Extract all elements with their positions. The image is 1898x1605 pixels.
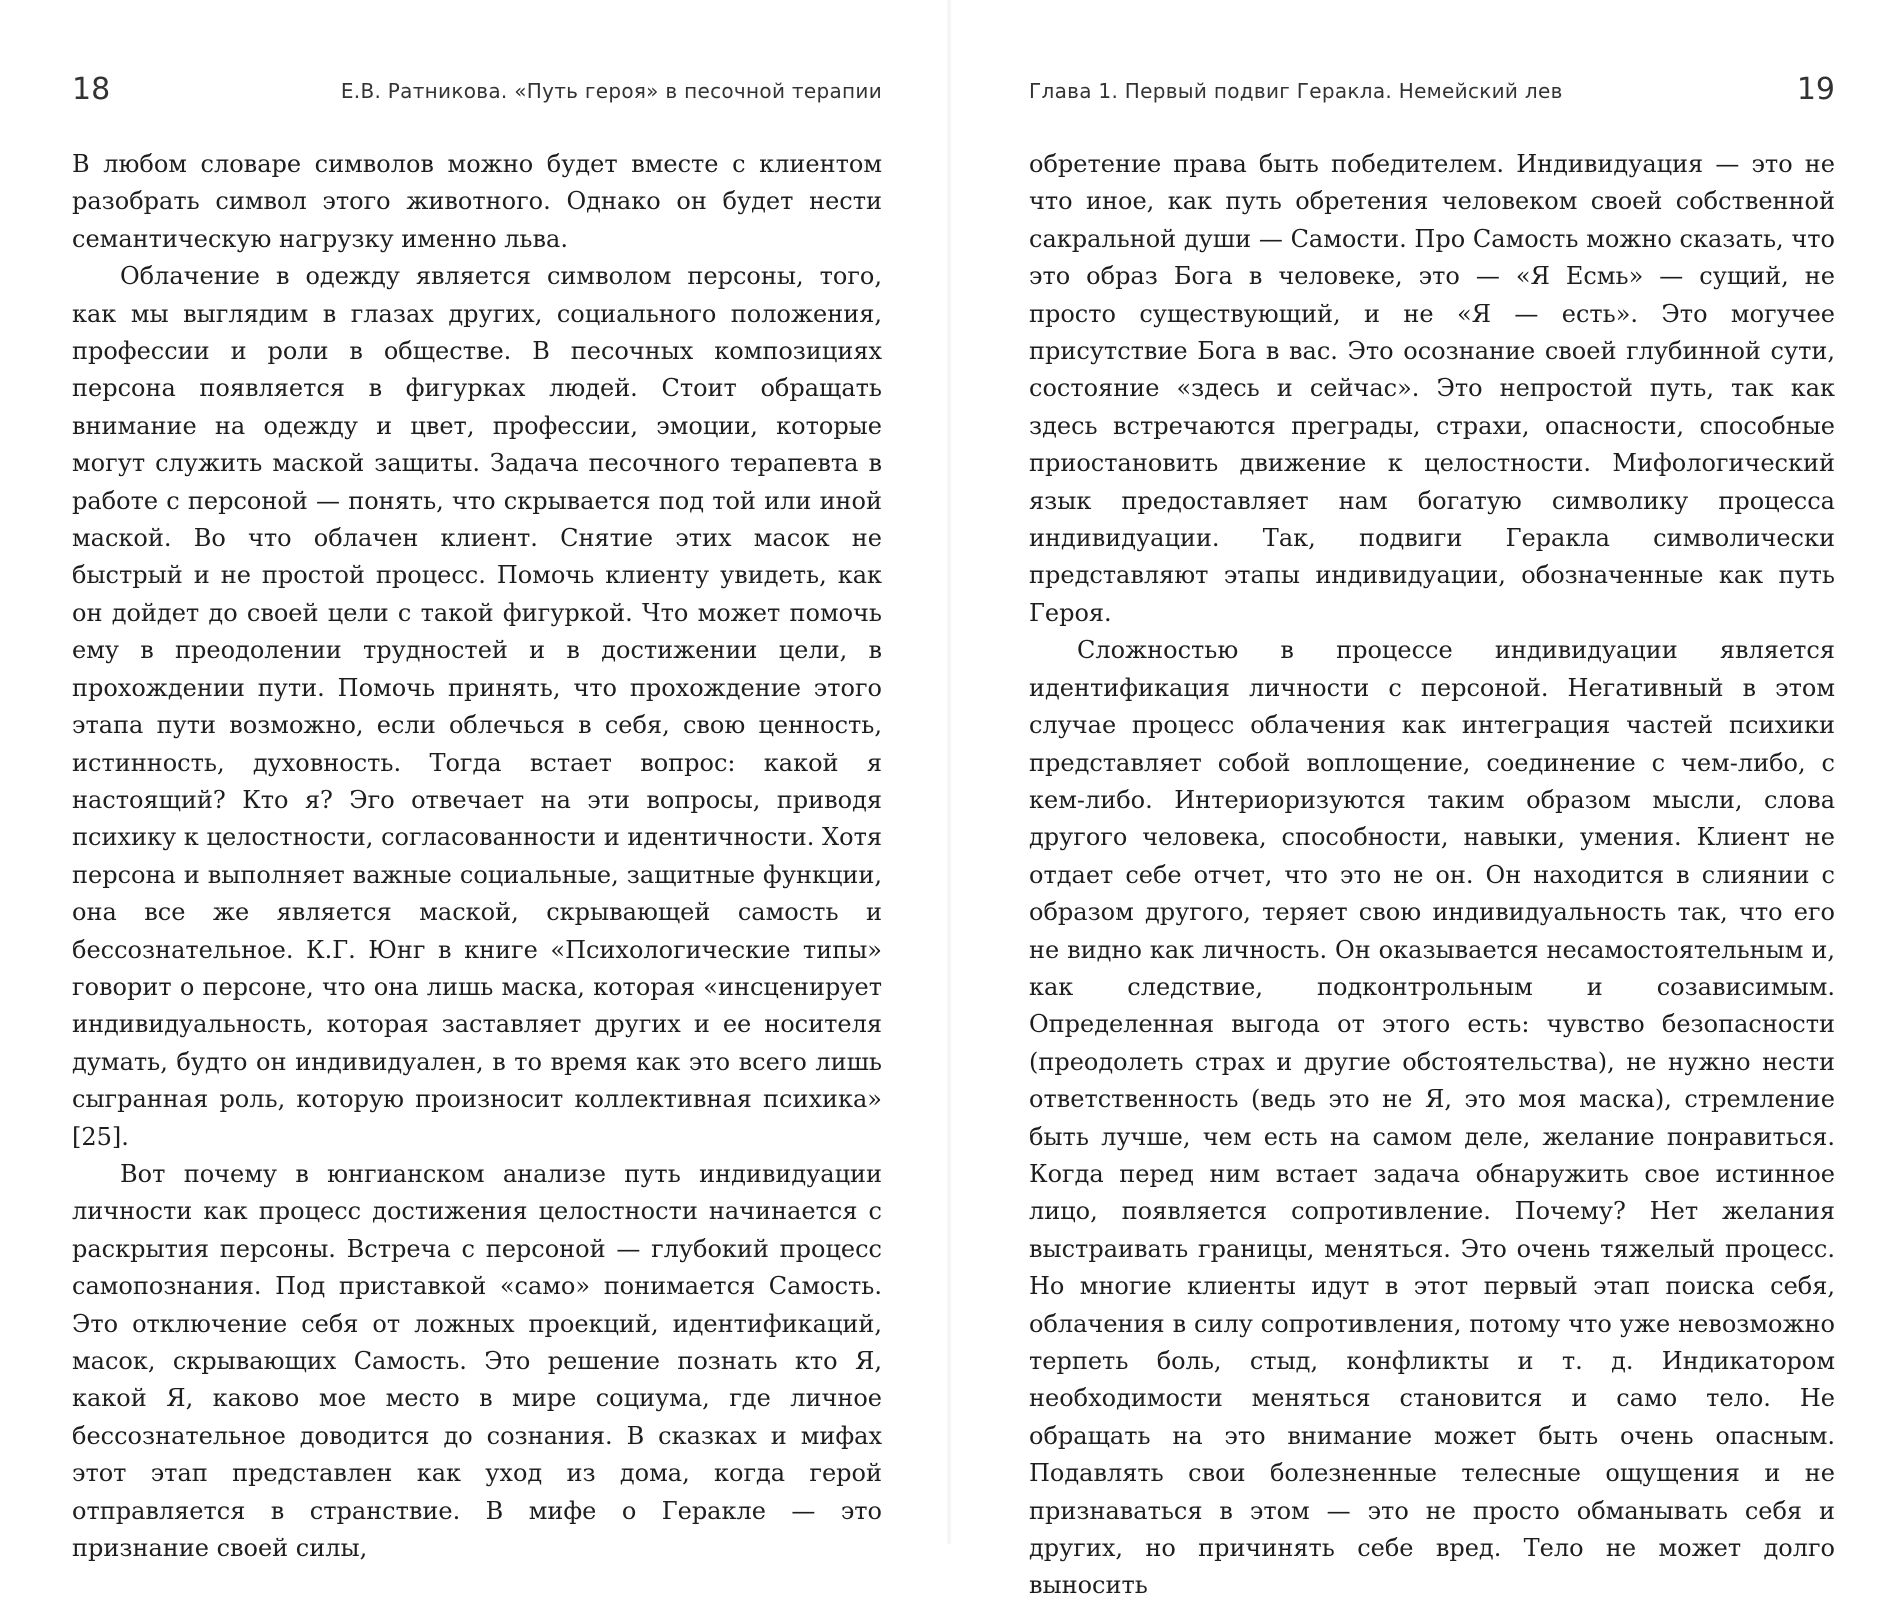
right-page xyxy=(949,0,1898,1600)
left-page xyxy=(0,0,949,1563)
left-page-body xyxy=(72,146,882,1567)
right-page-number: 19 xyxy=(1796,72,1835,107)
left-running-head: Е.В. Ратникова. «Путь героя» в песочной терапии xyxy=(340,79,882,103)
left-page-header xyxy=(72,70,882,110)
right-running-head: Глава 1. Первый подвиг Геракла. Немейский лев xyxy=(1029,79,1563,103)
paragraph: Облачение в одежду является символом персоны, того, как мы выглядим в глазах других, социального положения, профессии и роли в обществе. В песочных композициях персона появляется в фигурках людей. Стоит обращать внимание на одежду и цвет, профессии, эмоции, которые могут служить маской защиты. Задача песочного терапевта в работе с персоной — понять, что скрывается под той или иной маской. Во что облачен клиент. Снятие этих масок не быстрый и не простой процесс. Помочь клиенту увидеть, как он дойдет до своей цели с такой фигуркой. Что может помочь ему в преодолении трудностей и в достижении цели, в прохождении пути. Помочь принять, что прохождение этого этапа пути возможно, если облечься в себя, свою ценность, истинность, духовность. Тогда встает вопрос: какой я настоящий? Кто я? Эго отвечает на эти вопросы, приводя психику к целостности, согласованности и идентичности. Хотя персона и выполняет важные социальные, защитные функции, она все же является маской, скрывающей самость и бессознательное. К.Г. Юнг в книге «Психологические типы» говорит о персоне, что она лишь маска, которая «инсценирует индивидуальность, которая заставляет других и ее носителя думать, будто он индивидуален, в то время как это всего лишь сыгранная роль, которую произносит коллективная психика» [25]. xyxy=(72,262,882,1151)
right-page-body xyxy=(1029,146,1835,1605)
paragraph: В любом словаре символов можно будет вместе с клиентом разобрать символ этого животного. Однако он будет нести семантическую нагрузку именно льва. xyxy=(72,150,882,253)
left-page-number: 18 xyxy=(72,72,111,107)
right-page-header xyxy=(1029,70,1835,110)
paragraph: Вот почему в юнгианском анализе путь индивидуации личности как процесс достижения целостности начинается с раскрытия персоны. Встреча с персоной — глубокий процесс самопознания. Под приставкой «само» понимается Самость. Это отключение себя от ложных проекций, идентификаций, масок, скрывающих Самость. Это решение познать кто Я, какой Я, каково мое место в мире социума, где личное бессознательное доводится до сознания. В сказках и мифах этот этап представлен как уход из дома, когда герой отправляется в странствие. В мифе о Геракле — это признание своей силы, xyxy=(72,1159,882,1563)
paragraph: обретение права быть победителем. Индивидуация — это не что иное, как путь обретения человеком своей собственной сакральной души — Самости. Про Самость можно сказать, что это образ Бога в человеке, это — «Я Есмь» — сущий, не просто существующий, и не «Я — есть». Это могучее присутствие Бога в вас. Это осознание своей глубинной сути, состояние «здесь и сейчас». Это непростой путь, так как здесь встречаются преграды, страхи, опасности, способные приостановить движение к целостности. Мифологический язык предоставляет нам богатую символику процесса индивидуации. Так, подвиги Геракла символически представляют этапы индивидуации, обозначенные как путь Героя. xyxy=(1029,150,1835,627)
paragraph: Сложностью в процессе индивидуации является идентификация личности с персоной. Негативный в этом случае процесс облачения как интеграция частей психики представляет собой воплощение, соединение с чем-либо, с кем-либо. Интериоризуются таким образом мысли, слова другого человека, способности, навыки, умения. Клиент не отдает себе отчет, что это не он. Он находится в слиянии с образом другого, теряет свою индивидуальность так, что его не видно как личность. Он оказывается несамостоятельным и, как следствие, подконтрольным и созависимым. Определенная выгода от этого есть: чувство безопасности (преодолеть страх и другие обстоятельства), не нужно нести ответственность (ведь это не Я, это моя маска), стремление быть лучше, чем есть на самом деле, желание понравиться. Когда перед ним встает задача обнаружить свое истинное лицо, появляется сопротивление. Почему? Нет желания выстраивать границы, меняться. Это очень тяжелый процесс. Но многие клиенты идут в этот первый этап поиска себя, облачения в силу сопротивления, потому что уже невозможно терпеть боль, стыд, конфликты и т. д. Индикатором необходимости меняться становится и само тело. Не обращать на это внимание может быть очень опасным. Подавлять свои болезненные телесные ощущения и не признаваться в этом — это не просто обманывать себя и других, но причинять себе вред. Тело не может долго выносить xyxy=(1029,636,1835,1600)
